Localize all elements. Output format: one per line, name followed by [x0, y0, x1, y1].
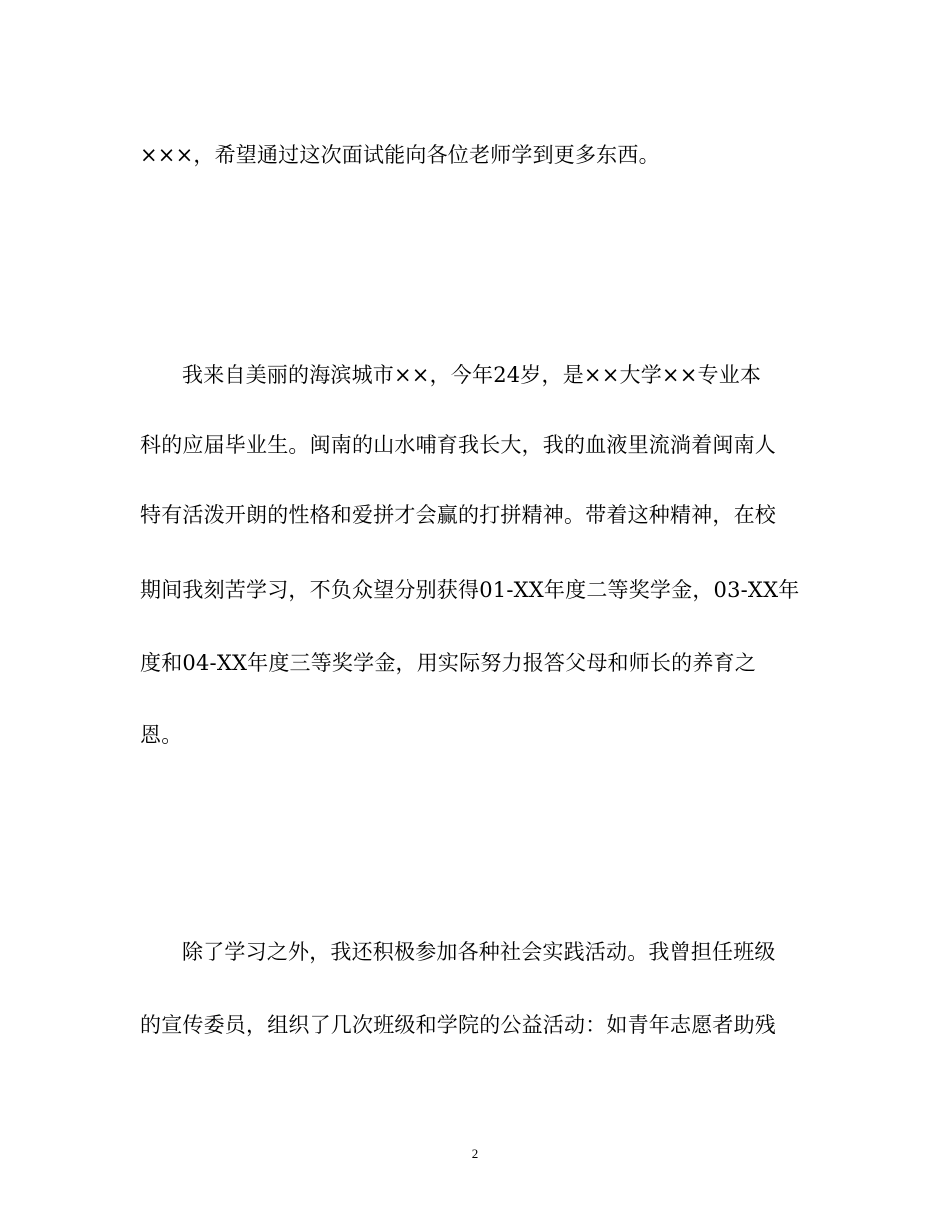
- paragraph-2-line-4: 期间我刻苦学习，不负众望分别获得01-XX年度二等奖学金，03-XX年: [140, 578, 800, 602]
- page-number: 2: [471, 1146, 479, 1161]
- paragraph-3-line-2: 的宣传委员，组织了几次班级和学院的公益活动：如青年志愿者助残: [140, 1013, 776, 1037]
- paragraph-2-line-2: 科的应届毕业生。闽南的山水哺育我长大，我的血液里流淌着闽南人: [140, 433, 776, 457]
- paragraph-2-line-1: 我来自美丽的海滨城市××，今年24岁，是××大学××专业本: [182, 363, 762, 387]
- paragraph-2-line-3: 特有活泼开朗的性格和爱拼才会赢的打拼精神。带着这种精神，在校: [140, 503, 776, 527]
- paragraph-2-line-5: 度和04-XX年度三等奖学金，用实际努力报答父母和师长的养育之: [140, 651, 756, 675]
- paragraph-3-line-1: 除了学习之外，我还积极参加各种社会实践活动。我曾担任班级: [182, 940, 776, 964]
- paragraph-2-line-6: 恩。: [140, 723, 183, 747]
- paragraph-1-line-1: ×××，希望通过这次面试能向各位老师学到更多东西。: [140, 143, 660, 167]
